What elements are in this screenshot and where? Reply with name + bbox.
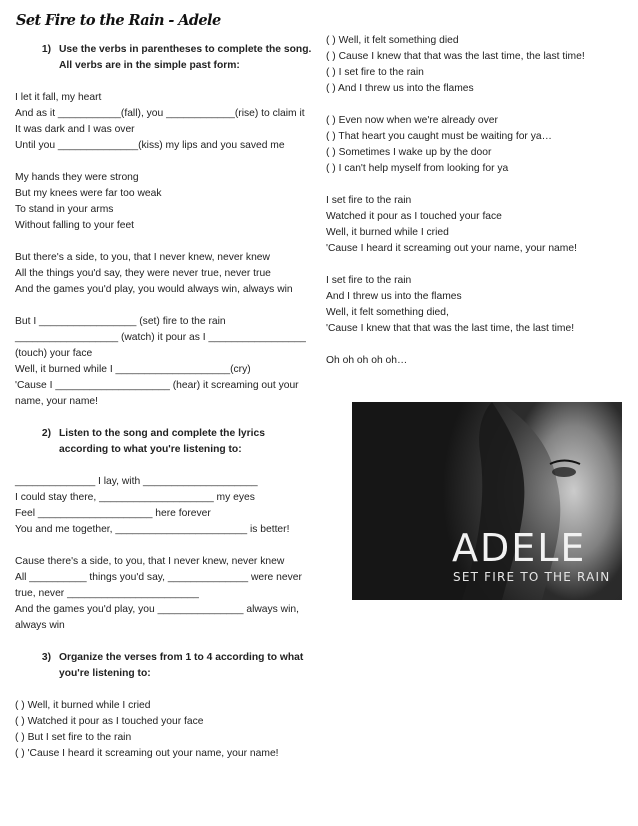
lyric-line: I set fire to the rain [326, 275, 412, 286]
verse-text: Even now when we're already over [338, 115, 498, 126]
lyric-line: And the games you'd play, you would always win, always win [15, 284, 293, 295]
verse-text: I can't help myself from looking for ya [338, 163, 509, 174]
ordering-item [326, 129, 626, 145]
verse-text: I set fire to the rain [338, 67, 424, 78]
order-box[interactable]: ( ) [326, 147, 336, 158]
section-1-number: 1) [41, 44, 51, 55]
ordering-item [15, 730, 315, 746]
lyric-line: But there's a side, to you, that I never knew, never knew [15, 252, 270, 263]
verse-text: Cause I knew that that was the last time, the last time! [338, 51, 585, 62]
order-box[interactable]: ( ) [15, 700, 25, 711]
lyric-line: All __________ things you'd say, ______________ were never true, never _______________________ [15, 572, 302, 599]
lyric-line: My hands they were strong [15, 172, 139, 183]
verse-text: Well, it burned while I cried [27, 700, 151, 711]
ordering-item [326, 49, 626, 65]
ordering-group-2 [326, 113, 626, 177]
lyric-line: ______________ I lay, with ____________________ [15, 476, 258, 487]
section-2-number: 2) [41, 428, 51, 439]
lyric-line: Well, it burned while I cried [326, 227, 449, 238]
order-box[interactable]: ( ) [326, 35, 336, 46]
cover-song-title: SET FIRE TO THE RAIN [453, 570, 611, 584]
lyric-line: Cause there's a side, to you, that I never knew, never knew [15, 556, 285, 567]
lyric-line: And the games you'd play, you _______________ always win, always win [15, 604, 299, 631]
lyric-line: I set fire to the rain [326, 195, 412, 206]
section-3-instruction: Organize the verses from 1 to 4 according to what you're listening to: [59, 652, 304, 679]
ordering-item [326, 113, 626, 129]
section-1-heading [15, 42, 315, 74]
section-3-number: 3) [41, 652, 51, 663]
lyric-line: But my knees were far too weak [15, 188, 162, 199]
lyric-line: And as it ___________(fall), you ____________(rise) to claim it [15, 108, 305, 119]
verse-text: And I threw us into the flames [338, 83, 474, 94]
verse-text: Watched it pour as I touched your face [27, 716, 204, 727]
ordering-group-1 [326, 33, 626, 97]
order-box[interactable]: ( ) [326, 163, 336, 174]
left-column [15, 42, 315, 762]
order-box[interactable]: ( ) [326, 115, 336, 126]
lyric-line: And I threw us into the flames [326, 291, 462, 302]
order-box[interactable]: ( ) [326, 51, 336, 62]
ordering-item [326, 65, 626, 81]
order-box[interactable]: ( ) [15, 748, 25, 759]
lyric-line: 'Cause I ____________________ (hear) it screaming out your name, your name! [15, 380, 299, 407]
outro-line: Oh oh oh oh oh… [326, 355, 408, 366]
verse-text: Well, it felt something died [338, 35, 459, 46]
ordering-item [326, 145, 626, 161]
lyric-line: I could stay there, ____________________ my eyes [15, 492, 255, 503]
lyric-line: 'Cause I knew that that was the last time, the last time! [326, 323, 575, 334]
ordering-item [15, 746, 315, 762]
order-box[interactable]: ( ) [326, 67, 336, 78]
section-1-instruction: Use the verbs in parentheses to complete the song. All verbs are in the simple past form: [59, 44, 312, 71]
lyric-line: Until you ______________(kiss) my lips and you saved me [15, 140, 285, 151]
cover-artist-name: ADELE [452, 526, 587, 570]
section-1-lyrics [15, 90, 315, 410]
stanza-1 [326, 193, 626, 257]
ordering-item [326, 81, 626, 97]
lyric-line: It was dark and I was over [15, 124, 135, 135]
right-column [326, 33, 626, 369]
verse-text: Sometimes I wake up by the door [338, 147, 492, 158]
lyric-line: __________________ (watch) it pour as I _________________ (touch) your face [15, 332, 306, 359]
ordering-item [326, 33, 626, 49]
lyric-line: 'Cause I heard it screaming out your name, your name! [326, 243, 577, 254]
lyric-line: To stand in your arms [15, 204, 114, 215]
order-box[interactable]: ( ) [15, 716, 25, 727]
lyric-line: All the things you'd say, they were never true, never true [15, 268, 271, 279]
order-box[interactable]: ( ) [326, 83, 336, 94]
worksheet-title: Set Fire to the Rain - Adele [16, 12, 221, 29]
lyric-line: You and me together, _______________________ is better! [15, 524, 290, 535]
section-3-verses [15, 698, 315, 762]
verse-text: But I set fire to the rain [27, 732, 132, 743]
lyric-line: I let it fall, my heart [15, 92, 102, 103]
lyric-line: But I _________________ (set) fire to the rain [15, 316, 226, 327]
ordering-item [15, 714, 315, 730]
ordering-item [15, 698, 315, 714]
order-box[interactable]: ( ) [15, 732, 25, 743]
order-box[interactable]: ( ) [326, 131, 336, 142]
lyric-line: Well, it burned while I ____________________(cry) [15, 364, 251, 375]
verse-text: 'Cause I heard it screaming out your name, your name! [27, 748, 279, 759]
album-cover-image [352, 402, 622, 600]
section-2-lyrics [15, 474, 315, 634]
section-3-heading [15, 650, 315, 682]
lyric-line: Watched it pour as I touched your face [326, 211, 502, 222]
ordering-item [326, 161, 626, 177]
verse-text: That heart you caught must be waiting for ya… [338, 131, 552, 142]
stanza-2 [326, 273, 626, 337]
lyric-line: Well, it felt something died, [326, 307, 449, 318]
section-2-instruction: Listen to the song and complete the lyrics according to what you're listening to: [59, 428, 265, 455]
lyric-line: Without falling to your feet [15, 220, 135, 231]
section-2-heading [15, 426, 315, 458]
lyric-line: Feel ____________________ here forever [15, 508, 211, 519]
